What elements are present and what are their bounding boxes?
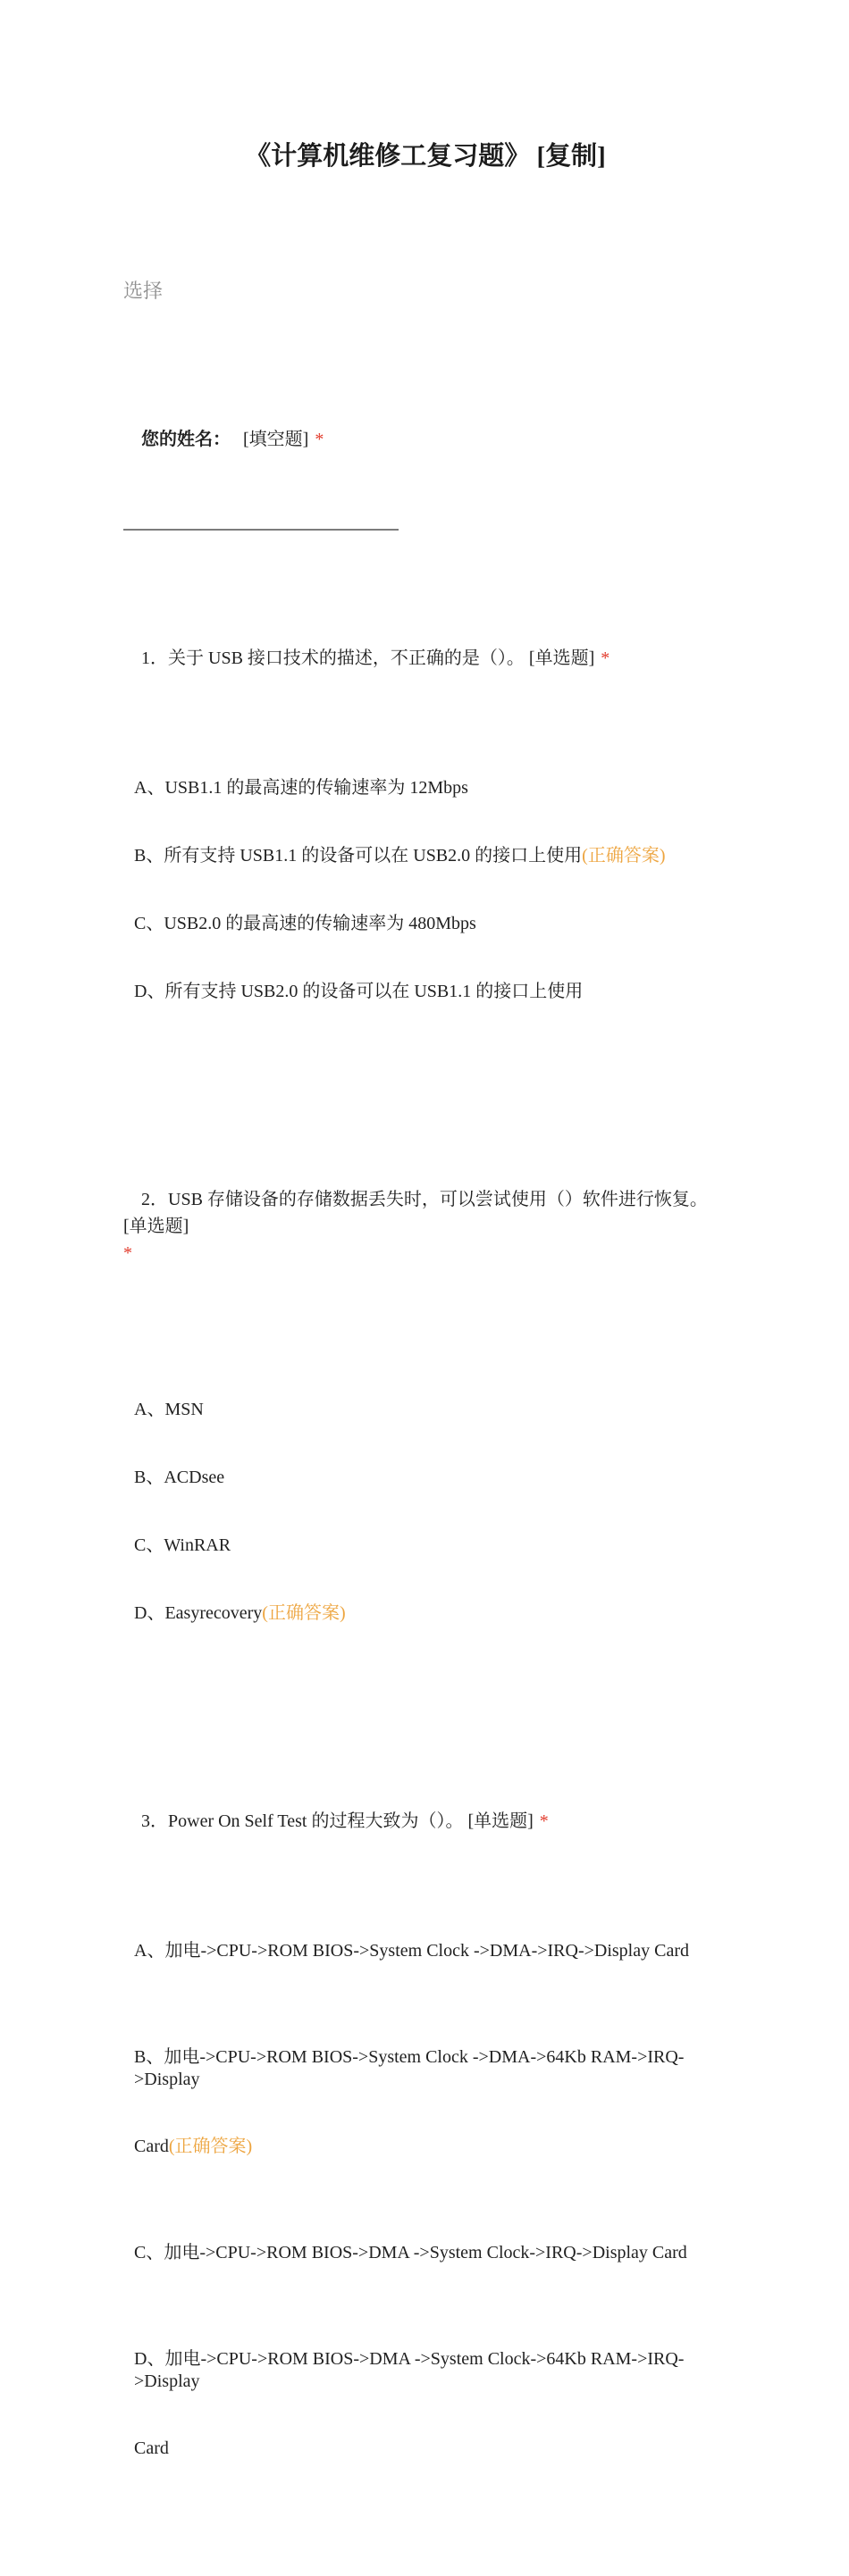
question-3-option-d[interactable]: [123, 2304, 727, 2505]
option-line: Card: [134, 2438, 169, 2458]
name-input-line[interactable]: [123, 529, 399, 531]
question-3-text: 3．Power On Self Test 的过程大致为（）。 [单选题] *: [141, 1811, 549, 1831]
correct-answer-flag: (正确答案): [582, 846, 666, 866]
question-2-option-a[interactable]: A、MSN: [134, 1400, 204, 1419]
question-2-text: 2．USB 存储设备的存储数据丢失时，可以尝试使用（）软件进行恢复。 [单选题] *: [123, 1159, 727, 1320]
option-line: D、加电->CPU->ROM BIOS->DMA ->System Clock->64Kb RAM->IRQ->Display: [134, 2349, 685, 2391]
question-3-options: [123, 1908, 727, 2544]
section-label: 选择: [123, 280, 164, 302]
question-3-option-b[interactable]: [123, 2002, 727, 2203]
question-2-option-d[interactable]: D、Easyrecovery(正确答案): [134, 1603, 346, 1623]
name-question-label: 您的姓名：: [141, 430, 231, 449]
question-2-option-b[interactable]: B、ACDsee: [134, 1468, 225, 1487]
question-1-options: [123, 745, 727, 1049]
document-page: [123, 0, 727, 2576]
question-1-option-d[interactable]: D、所有支持 USB2.0 的设备可以在 USB1.1 的接口上使用: [134, 982, 584, 1001]
question-2-options: [123, 1367, 727, 1670]
question-2-option-c[interactable]: C、WinRAR: [134, 1535, 231, 1555]
required-mark: *: [601, 648, 610, 668]
option-line: Card(正确答案): [134, 2137, 253, 2156]
required-mark: *: [539, 1811, 549, 1831]
question-3-option-c[interactable]: C、加电->CPU->ROM BIOS->DMA ->System Clock->IRQ->Display Card: [134, 2243, 687, 2262]
question-1-option-c[interactable]: C、USB2.0 的最高速的传输速率为 480Mbps: [134, 914, 476, 933]
correct-answer-flag: (正确答案): [262, 1603, 346, 1623]
page-title: 《计算机维修工复习题》 [复制]: [245, 142, 606, 171]
question-type-tag: [填空题]: [243, 430, 309, 449]
option-line: B、加电->CPU->ROM BIOS->System Clock ->DMA->64Kb RAM->IRQ->Display: [134, 2047, 685, 2089]
name-question: [123, 407, 727, 472]
required-mark: *: [123, 1243, 132, 1263]
required-mark: *: [315, 430, 324, 449]
question-1-option-a[interactable]: A、USB1.1 的最高速的传输速率为 12Mbps: [134, 778, 468, 798]
correct-answer-flag: (正确答案): [168, 2137, 253, 2156]
question-1-option-b[interactable]: B、所有支持 USB1.1 的设备可以在 USB2.0 的接口上使用(正确答案): [134, 846, 666, 866]
question-3-option-a[interactable]: A、加电->CPU->ROM BIOS->System Clock ->DMA->IRQ->Display Card: [134, 1941, 689, 1961]
question-1-text: 1．关于 USB 接口技术的描述，不正确的是（）。 [单选题] *: [141, 648, 610, 668]
